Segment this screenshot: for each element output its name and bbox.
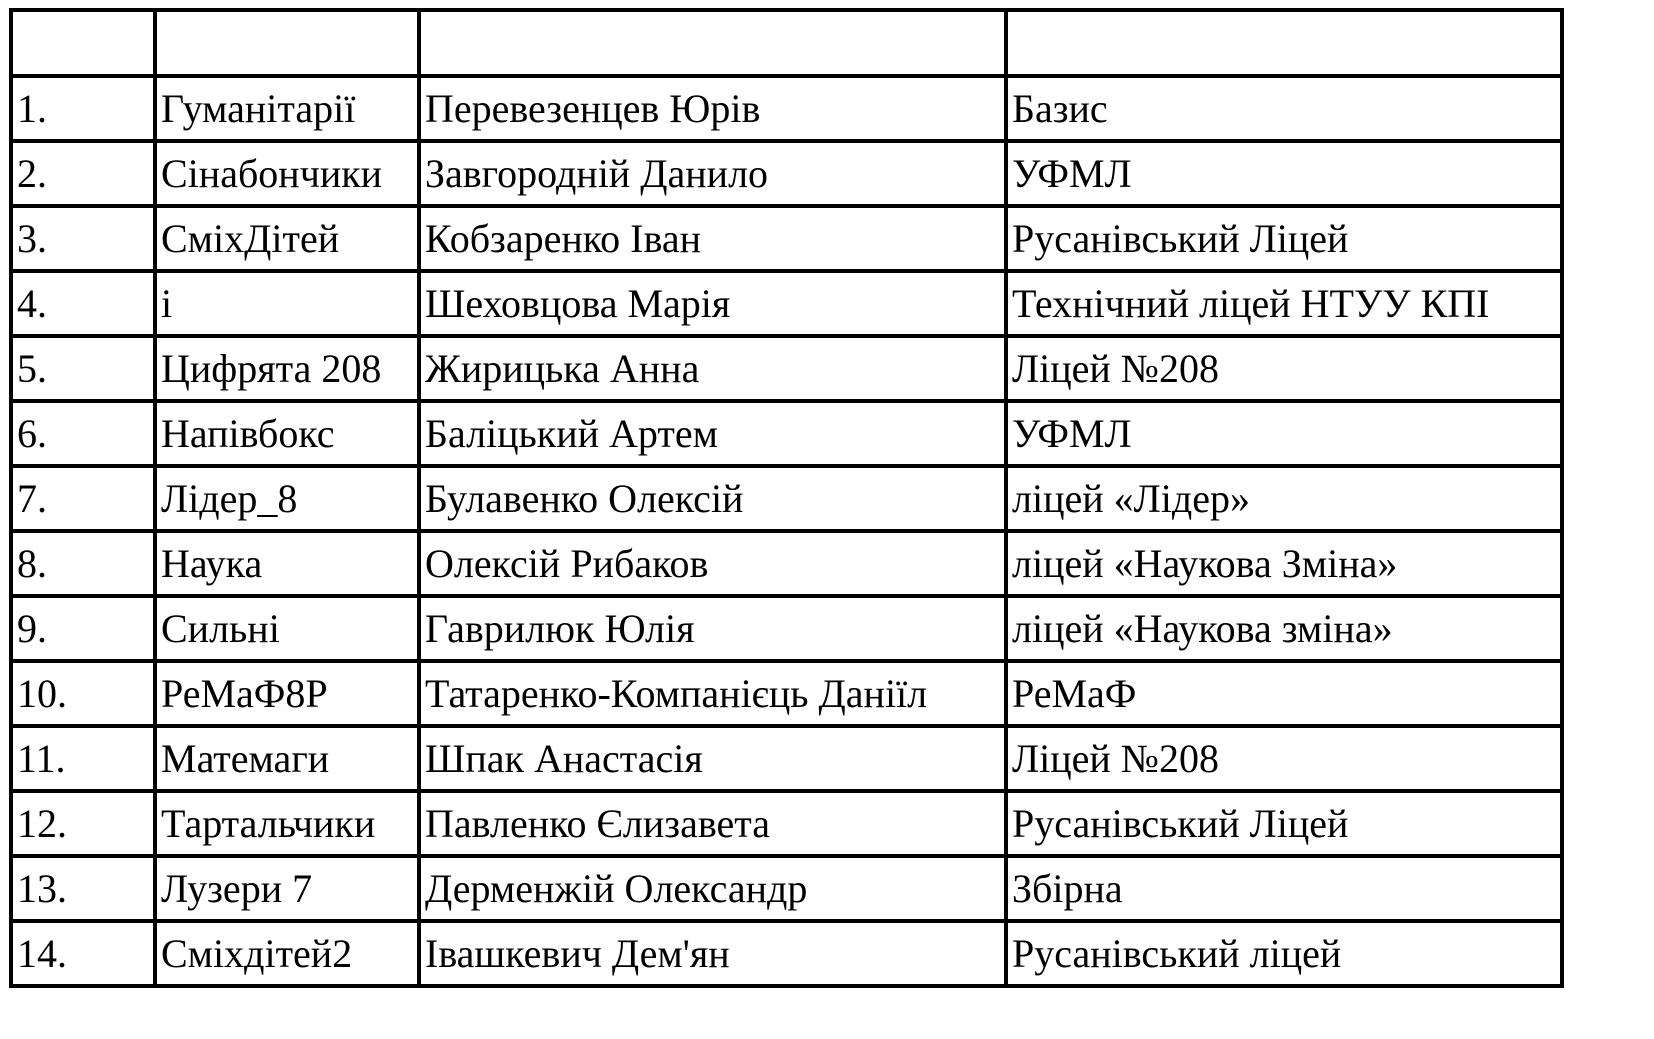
row-number-cell: 6. — [11, 401, 155, 466]
captain-name-cell: Перевезенцев Юрів — [419, 76, 1006, 141]
table-row — [11, 596, 1562, 661]
row-number-cell: 4. — [11, 271, 155, 336]
team-name-cell: і — [155, 271, 419, 336]
table-row — [11, 921, 1562, 986]
team-name-cell: РеМаФ8Р — [155, 661, 419, 726]
row-number-cell: 8. — [11, 531, 155, 596]
school-name-cell: Русанівський ліцей — [1006, 921, 1562, 986]
team-name-cell: Сінабончики — [155, 141, 419, 206]
school-name-cell: Ліцей №208 — [1006, 726, 1562, 791]
row-number-cell: 5. — [11, 336, 155, 401]
school-name-cell: УФМЛ — [1006, 141, 1562, 206]
table-row — [11, 466, 1562, 531]
row-number-cell: 2. — [11, 141, 155, 206]
header-cell-team — [155, 10, 419, 76]
school-name-cell: Базис — [1006, 76, 1562, 141]
header-cell-number — [11, 10, 155, 76]
team-name-cell: Напівбокс — [155, 401, 419, 466]
row-number-cell: 1. — [11, 76, 155, 141]
table-row — [11, 401, 1562, 466]
team-name-cell: Тартальчики — [155, 791, 419, 856]
captain-name-cell: Шпак Анастасія — [419, 726, 1006, 791]
school-name-cell: Технічний ліцей НТУУ КПІ — [1006, 271, 1562, 336]
captain-name-cell: Булавенко Олексій — [419, 466, 1006, 531]
table-row — [11, 206, 1562, 271]
row-number-cell: 13. — [11, 856, 155, 921]
captain-name-cell: Жирицька Анна — [419, 336, 1006, 401]
table-header-row — [11, 10, 1562, 76]
school-name-cell: Русанівський Ліцей — [1006, 206, 1562, 271]
table-row — [11, 141, 1562, 206]
header-cell-captain — [419, 10, 1006, 76]
table-row — [11, 661, 1562, 726]
team-name-cell: Гуманітарії — [155, 76, 419, 141]
table-row — [11, 271, 1562, 336]
team-name-cell: Сміхдітей2 — [155, 921, 419, 986]
team-name-cell: Лідер_8 — [155, 466, 419, 531]
row-number-cell: 14. — [11, 921, 155, 986]
team-name-cell: Сильні — [155, 596, 419, 661]
captain-name-cell: Івашкевич Дем'ян — [419, 921, 1006, 986]
row-number-cell: 10. — [11, 661, 155, 726]
captain-name-cell: Татаренко-Компанієць Даніїл — [419, 661, 1006, 726]
school-name-cell: РеМаФ — [1006, 661, 1562, 726]
captain-name-cell: Шеховцова Марія — [419, 271, 1006, 336]
table-row — [11, 791, 1562, 856]
table-row — [11, 336, 1562, 401]
school-name-cell: УФМЛ — [1006, 401, 1562, 466]
captain-name-cell: Дерменжій Олександр — [419, 856, 1006, 921]
team-table — [9, 8, 1564, 988]
school-name-cell: Збірна — [1006, 856, 1562, 921]
team-name-cell: Наука — [155, 531, 419, 596]
table-row — [11, 531, 1562, 596]
team-table-body — [11, 10, 1562, 986]
team-name-cell: Матемаги — [155, 726, 419, 791]
row-number-cell: 3. — [11, 206, 155, 271]
row-number-cell: 7. — [11, 466, 155, 531]
row-number-cell: 9. — [11, 596, 155, 661]
table-row — [11, 856, 1562, 921]
school-name-cell: Русанівський Ліцей — [1006, 791, 1562, 856]
team-name-cell: СміхДітей — [155, 206, 419, 271]
team-name-cell: Лузери 7 — [155, 856, 419, 921]
header-cell-school — [1006, 10, 1562, 76]
captain-name-cell: Олексій Рибаков — [419, 531, 1006, 596]
school-name-cell: Ліцей №208 — [1006, 336, 1562, 401]
row-number-cell: 11. — [11, 726, 155, 791]
captain-name-cell: Завгородній Данило — [419, 141, 1006, 206]
school-name-cell: ліцей «Наукова Зміна» — [1006, 531, 1562, 596]
row-number-cell: 12. — [11, 791, 155, 856]
captain-name-cell: Павленко Єлизавета — [419, 791, 1006, 856]
captain-name-cell: Баліцький Артем — [419, 401, 1006, 466]
table-row — [11, 726, 1562, 791]
team-name-cell: Цифрята 208 — [155, 336, 419, 401]
school-name-cell: ліцей «Лідер» — [1006, 466, 1562, 531]
table-row — [11, 76, 1562, 141]
captain-name-cell: Гаврилюк Юлія — [419, 596, 1006, 661]
captain-name-cell: Кобзаренко Іван — [419, 206, 1006, 271]
school-name-cell: ліцей «Наукова зміна» — [1006, 596, 1562, 661]
